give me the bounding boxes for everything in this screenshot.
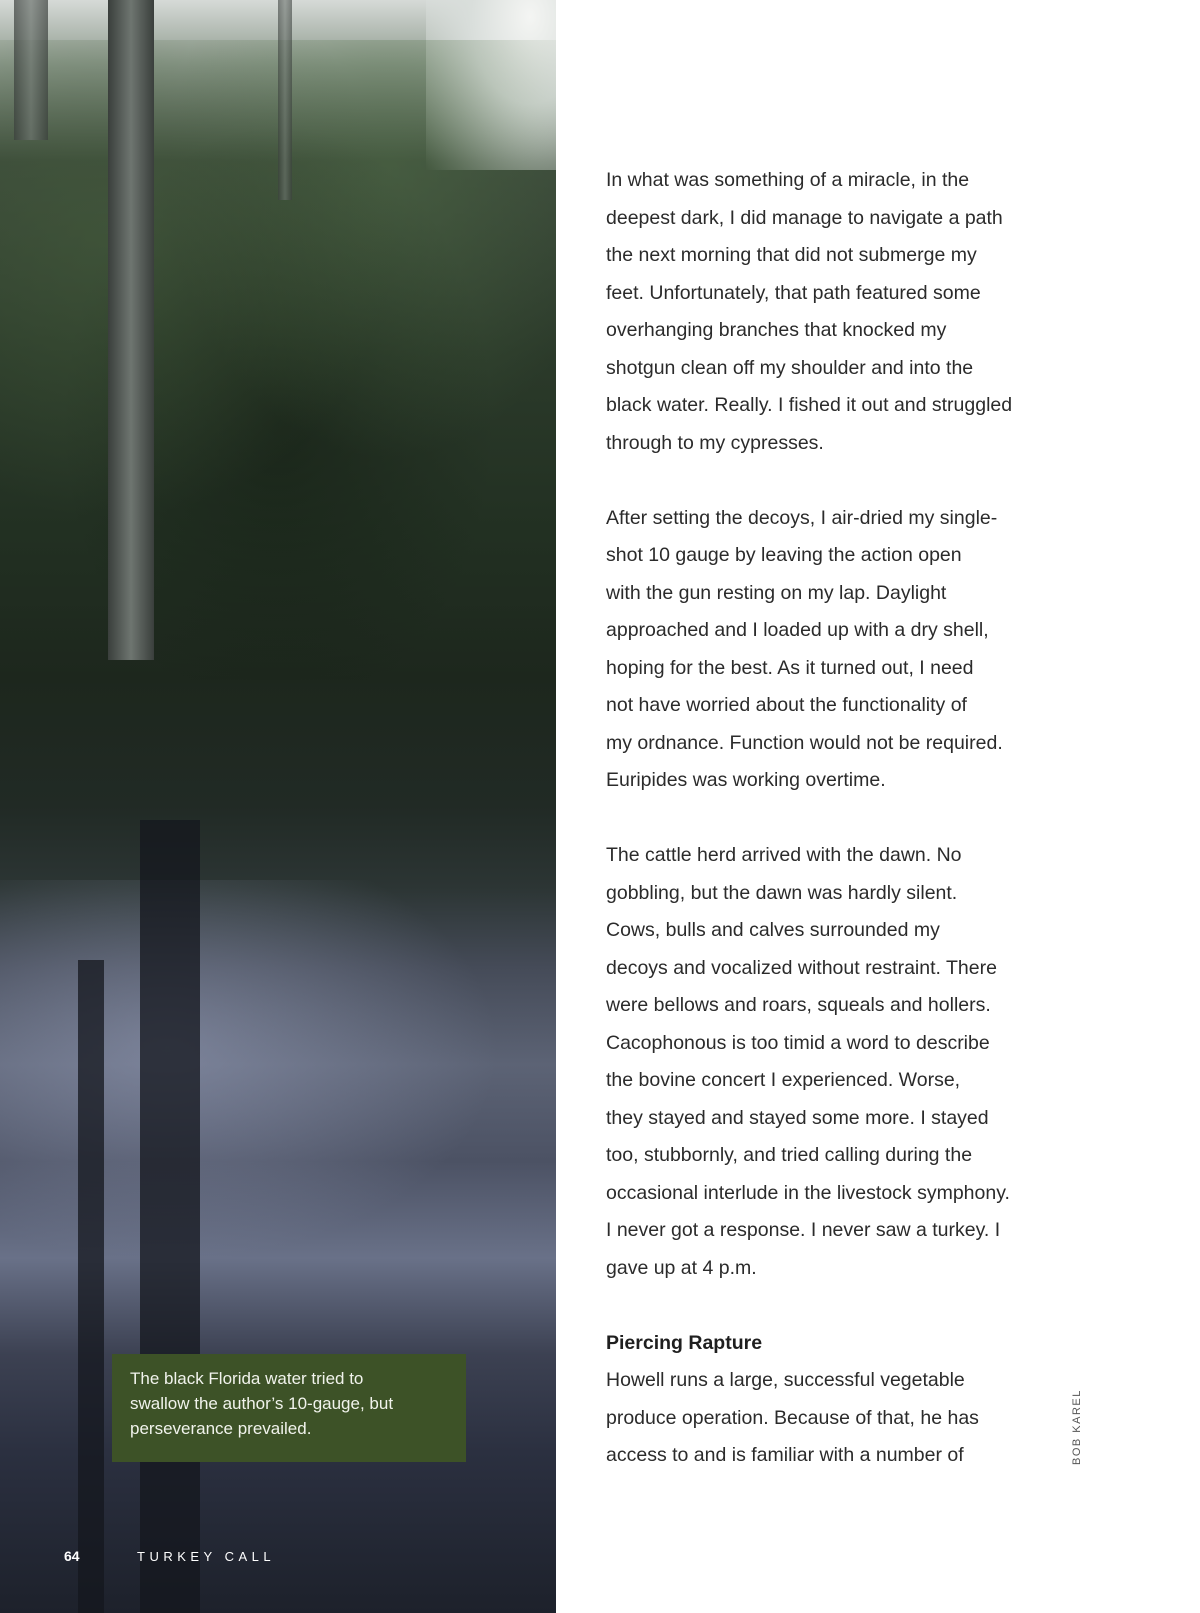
text-line: decoys and vocalized without restraint. There — [606, 956, 997, 979]
text-line: shotgun clean off my shoulder and into the — [606, 356, 974, 379]
caption-line: perseverance prevailed. — [130, 1419, 312, 1438]
text-line: occasional interlude in the livestock symphony. — [606, 1181, 1010, 1204]
text-line: Cacophonous is too timid a word to describe — [606, 1031, 990, 1054]
tree-trunk — [14, 0, 48, 140]
magazine-name: TURKEY CALL — [137, 1549, 276, 1564]
page-number: 64 — [64, 1548, 80, 1564]
text-line: access to and is familiar with a number of — [606, 1444, 964, 1466]
text-line: Euripides was working overtime. — [606, 769, 886, 791]
text-line: gobbling, but the dawn was hardly silent. — [606, 881, 958, 904]
trunk-reflection — [78, 960, 104, 1613]
text-line: Cows, bulls and calves surrounded my — [606, 919, 940, 941]
text-line: not have worried about the functionality of — [606, 694, 967, 716]
text-line: Howell runs a large, successful vegetable — [606, 1369, 965, 1391]
text-line: were bellows and roars, squeals and hollers. — [606, 994, 991, 1016]
text-line: they stayed and stayed some more. I stayed — [606, 1106, 989, 1129]
paragraph-gap — [606, 1287, 1056, 1325]
text-line: too, stubbornly, and tried calling during the — [606, 1144, 973, 1166]
article-body — [606, 162, 1056, 1475]
photo-caption — [112, 1354, 466, 1462]
caption-line: The black Florida water tried to — [130, 1369, 364, 1388]
tree-trunk — [108, 0, 154, 660]
section-heading: Piercing Rapture — [606, 1331, 763, 1354]
text-line: gave up at 4 p.m. — [606, 1256, 757, 1279]
text-line: approached and I loaded up with a dry shell, — [606, 619, 989, 641]
text-line: the bovine concert I experienced. Worse, — [606, 1069, 961, 1091]
page-folio — [64, 1548, 276, 1564]
text-line: shot 10 gauge by leaving the action open — [606, 544, 962, 566]
photo-credit: BOB KAREL — [1071, 1389, 1083, 1465]
text-line: the next morning that did not submerge my — [606, 244, 977, 266]
caption-line: swallow the author’s 10-gauge, but — [130, 1394, 394, 1413]
paragraph-gap — [606, 800, 1056, 838]
text-line: overhanging branches that knocked my — [606, 319, 947, 341]
text-line: The cattle herd arrived with the dawn. No — [606, 844, 962, 866]
text-line: produce operation. Because of that, he has — [606, 1406, 979, 1429]
text-line: black water. Really. I fished it out and struggled — [606, 394, 1013, 416]
text-line: hoping for the best. As it turned out, I need — [606, 656, 974, 679]
text-line: my ordnance. Function would not be required. — [606, 731, 1003, 754]
tree-trunk — [278, 0, 292, 200]
text-line: feet. Unfortunately, that path featured some — [606, 281, 981, 304]
text-line: I never got a response. I never saw a turkey. I — [606, 1219, 1001, 1241]
text-line: through to my cypresses. — [606, 431, 824, 454]
text-line: deepest dark, I did manage to navigate a path — [606, 206, 1003, 229]
text-line: with the gun resting on my lap. Daylight — [606, 581, 947, 604]
text-line: In what was something of a miracle, in the — [606, 169, 970, 191]
swamp-photo — [0, 0, 556, 1613]
trunk-reflection — [140, 820, 200, 1613]
text-line: After setting the decoys, I air-dried my single- — [606, 506, 998, 529]
paragraph-gap — [606, 462, 1056, 500]
